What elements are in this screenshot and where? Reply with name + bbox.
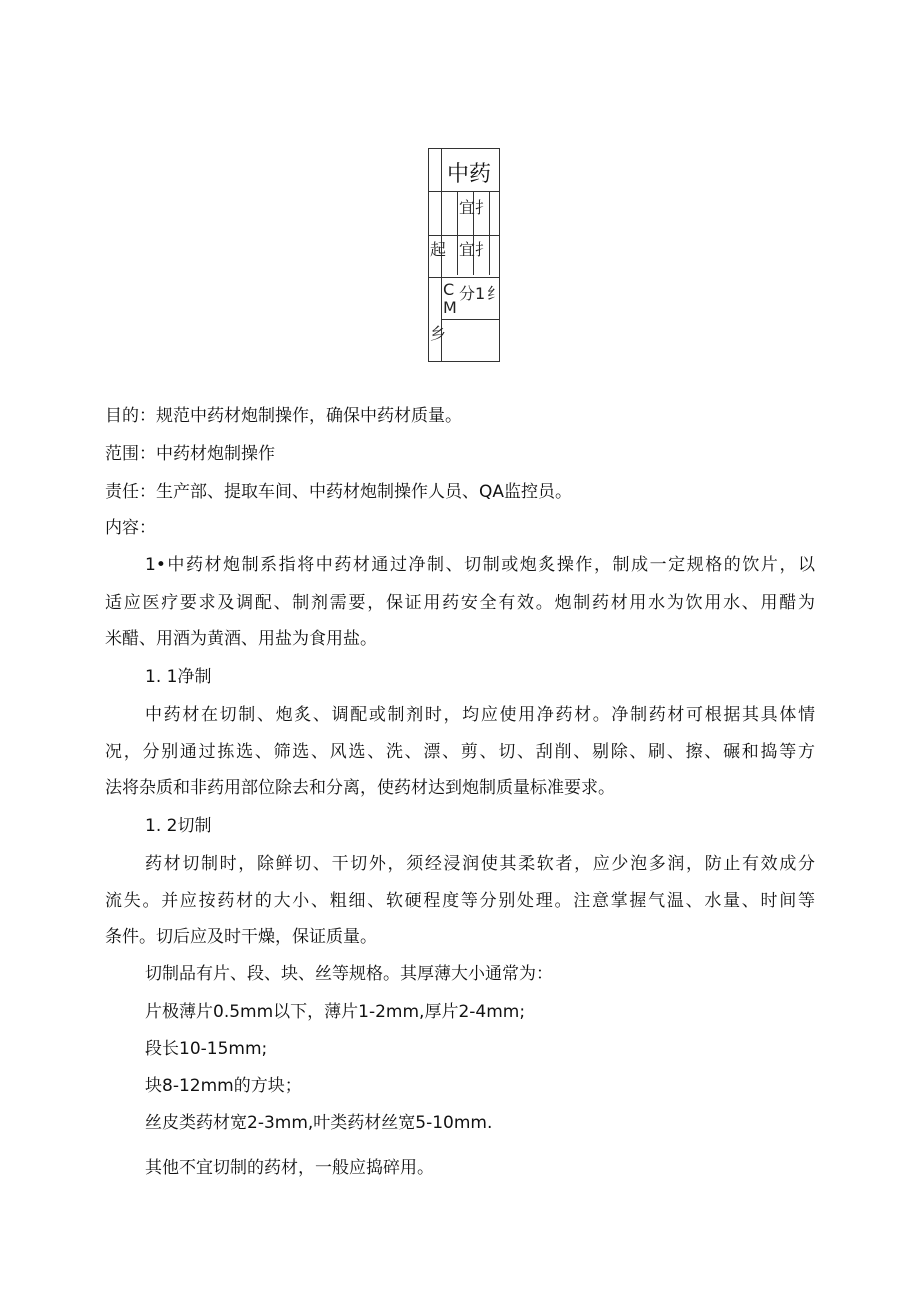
table-fragment: 扌 (475, 198, 492, 217)
spec-line: 段长10-15mm; (145, 1039, 268, 1059)
content-label: 内容： (105, 518, 156, 538)
paragraph-line: 适应医疗要求及调配、制剂需要，保证用药安全有效。炮制药材用水为饮用水、用醋为 (105, 593, 815, 613)
table-fragment: 宜 (459, 240, 476, 259)
paragraph-line: 流失。并应按药材的大小、粗细、软硬程度等分别处理。注意掌握气温、水量、时间等 (105, 891, 815, 911)
paragraph-line: 切制品有片、段、块、丝等规格。其厚薄大小通常为： (145, 964, 553, 984)
paragraph-line: 1•中药材炮制系指将中药材通过净制、切制或炮炙操作，制成一定规格的饮片，以 (145, 555, 815, 575)
scope-line: 范围：中药材炮制操作 (105, 444, 275, 464)
table-fragment: M (443, 298, 457, 317)
spec-line: 片极薄片0.5mm以下，薄片1-2mm,厚片2-4mm; (145, 1002, 526, 1022)
responsibility-line: 责任：生产部、提取车间、中药材炮制操作人员、QA监控员。 (105, 482, 573, 502)
table-fragment: C (443, 280, 455, 299)
table-title-fragment: 中药 (447, 162, 492, 187)
table-fragment: 纟 (487, 284, 504, 303)
table-fragment: 1 (475, 284, 486, 303)
paragraph-line: 药材切制时，除鲜切、干切外，须经浸润使其柔软者，应少泡多润，防止有效成分 (145, 854, 815, 874)
table-fragment: 起 (430, 240, 447, 259)
purpose-line: 目的：规范中药材炮制操作，确保中药材质量。 (105, 406, 462, 426)
header-table (428, 148, 504, 362)
paragraph-line: 法将杂质和非药用部位除去和分离，使药材达到炮制质量标准要求。 (105, 778, 615, 798)
table-fragment: 乡 (430, 324, 447, 343)
spec-line: 丝皮类药材宽2-3mm,叶类药材丝宽5-10mm. (145, 1113, 493, 1133)
section-heading-1-1: 1. 1净制 (145, 667, 212, 687)
paragraph-line: 中药材在切制、炮炙、调配或制剂时，均应使用净药材。净制药材可根据其具体情 (145, 705, 815, 725)
table-row-line (429, 191, 499, 192)
paragraph-line: 况，分别通过拣选、筛选、风选、洗、漂、剪、切、刮削、剔除、刷、擦、碾和捣等方 (105, 742, 815, 762)
paragraph-line: 条件。切后应及时干燥，保证质量。 (105, 927, 377, 947)
section-heading-1-2: 1. 2切制 (145, 816, 212, 836)
table-fragment: 分 (459, 284, 476, 303)
table-fragment: 扌 (475, 240, 492, 259)
table-row-line (429, 235, 499, 236)
paragraph-line: 其他不宜切制的药材，一般应捣碎用。 (145, 1158, 434, 1178)
table-row-line (441, 319, 499, 320)
table-col-line (457, 191, 458, 275)
table-fragment: 宜 (459, 198, 476, 217)
paragraph-line: 米醋、用酒为黄酒、用盐为食用盐。 (105, 629, 377, 649)
table-row-line (429, 277, 499, 278)
spec-line: 块8-12mm的方块； (145, 1076, 302, 1096)
